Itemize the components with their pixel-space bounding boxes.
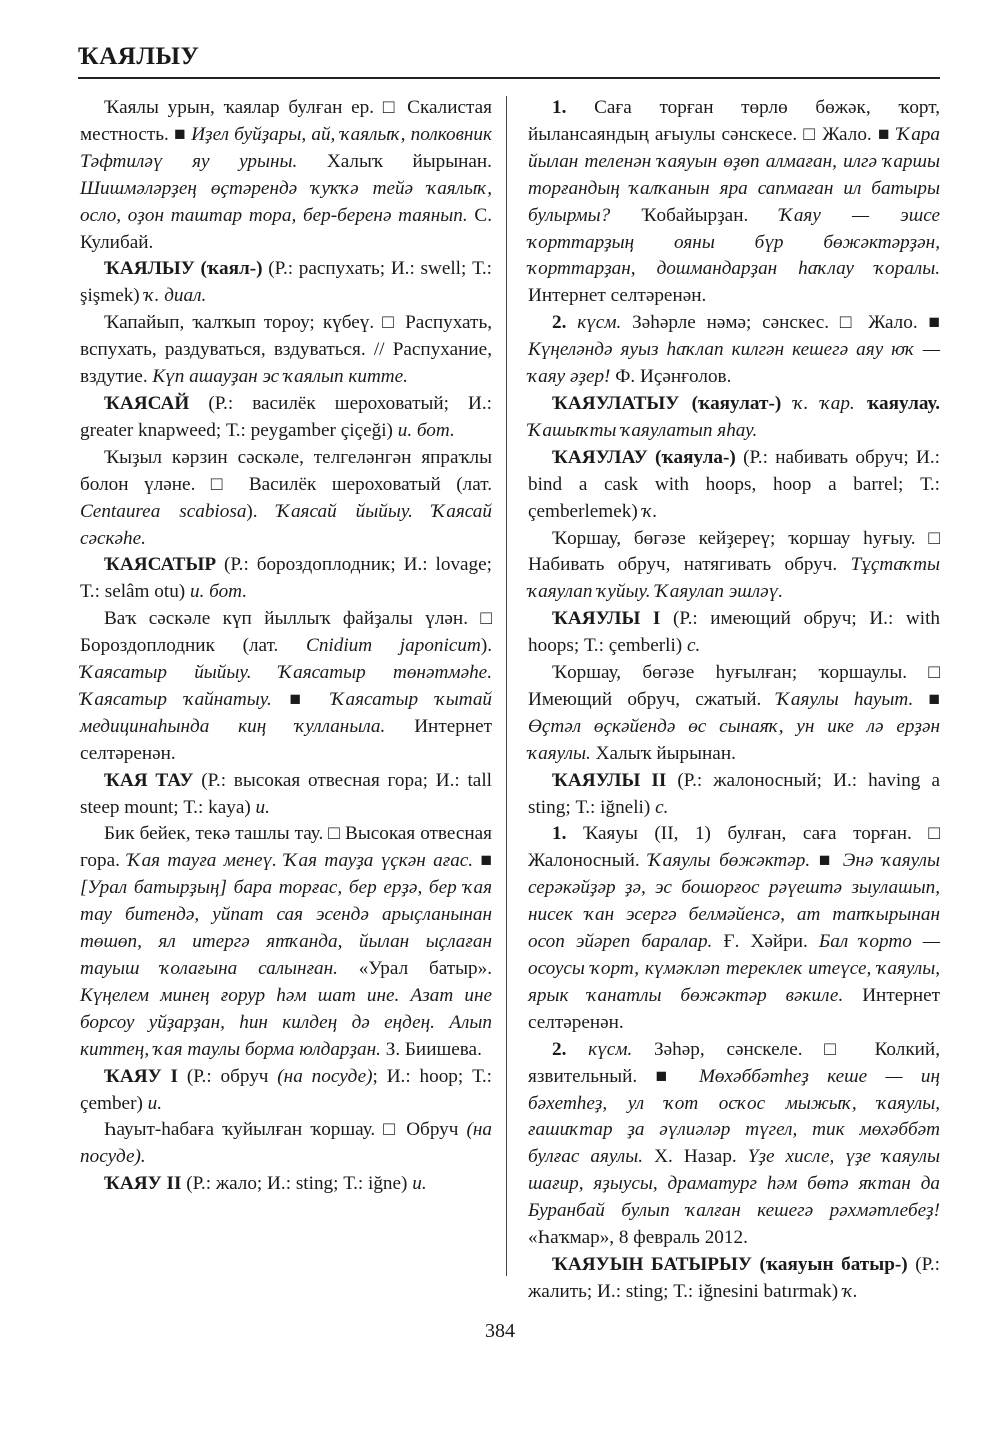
headword: ҠАЯСАТЫР	[104, 554, 217, 576]
body-text: «Һаҡмар», 8 февраль 2012.	[528, 1227, 748, 1249]
italic-text: ҡ. ҡар.	[793, 392, 855, 414]
body-text: ■	[473, 850, 492, 872]
body-text: ).	[246, 500, 277, 522]
body-text: «Урал батыр».	[337, 958, 493, 979]
italic-text: Иҙел буйҙары, ай, ҡаялыҡ, полковник Тәфтиләү яу урыны.	[80, 123, 492, 172]
italic-text: Мөхәббәтһеҙ кеше — иң бәхетһеҙ, ул ҡот осҡос мыжыҡ, ҡаяулы, ғашиҡтар ҙа әүлиәләр түгел, тик мөхәббәт булғас аяулы.	[528, 1065, 940, 1168]
dictionary-paragraph	[80, 606, 492, 767]
italic-text: Шишмәләрҙең өҫтәрендә ҡуҡҡә тейә ҡаялыҡ, осло, оҙон таштар тора, бер-беренә таянып.	[80, 177, 492, 226]
body-text: (Р.: высокая отвесная гора; И.: tall steep mount; Т.: kaya)	[80, 769, 492, 818]
body-text: (Р.: жалоносный; И.: having a sting; Т.: iğneli)	[528, 769, 940, 818]
dictionary-paragraph	[80, 445, 492, 553]
italic-text: Бал ҡорто — осоусы ҡорт, күмәкләп тереклек итеүсе, ҡаяулы, ярык ҡанатлы бөжәктәр вәкиле.	[528, 931, 940, 1006]
italic-text: Энә ҡаяулы серәкәйҙәр ҙә, эс бошорғос рәүештә зыулашып, нисек ҡан эсергә белмәйенсә, ат тапҡырынан осоп эйәреп баралар.	[528, 850, 940, 953]
dictionary-paragraph	[528, 445, 940, 526]
headword: ҠАЯЛЫУ (ҡаял-)	[104, 258, 263, 280]
header-rule	[78, 77, 940, 79]
body-text: Һауыт-һабаға ҡуйылған ҡоршау. □ Обруч	[104, 1119, 467, 1141]
italic-text: Ҡашыҡты ҡаяулатып яһау.	[528, 419, 758, 441]
dictionary-paragraph	[80, 256, 492, 310]
dictionary-paragraph	[528, 526, 940, 607]
italic-text: Cnidium japonicum	[306, 635, 481, 657]
italic-text: Centaurea scabiosa	[80, 500, 247, 522]
italic-text: күсм.	[577, 312, 622, 334]
dictionary-paragraph	[528, 95, 940, 310]
headword: ҠАЯУЫН БАТЫРЫУ (ҡаяуын батыр-)	[552, 1253, 908, 1275]
body-text: ■	[810, 850, 843, 872]
body-text: Зәһәрле нәмә; сәнскес. □ Жало. ■	[621, 312, 940, 334]
body-text: (Р.: набивать обруч; И.: bind a cask with hoops, hoop a barrel; Т.: çemberlemek)	[528, 446, 940, 522]
italic-text: [Урал батырҙың] бара торғас, бер ерҙә, бер ҡая тау битендә, уйпат сая эсендә арыҫланынан төшөп, ял итергә ятҡанда, йылан ыҫлаған тауыш ҡолағына салынған.	[80, 877, 492, 979]
left-column	[80, 95, 492, 1198]
dictionary-paragraph	[528, 1037, 940, 1252]
body-text: ■	[271, 688, 332, 710]
headword: ҠАЯСАЙ	[104, 392, 190, 414]
body-text: ).	[480, 635, 492, 657]
body-text: (Р.: распухать; И.: swell; Т.: şişmek)	[80, 258, 492, 307]
italic-text: с.	[687, 635, 701, 657]
body-text: Ҡобайырҙан.	[610, 204, 780, 226]
italic-text: Ҡаяулы һауыт.	[776, 688, 914, 710]
body-text: (Р.: жалить; И.: sting; Т.: iğnesini batırmak)	[528, 1253, 940, 1302]
dictionary-paragraph	[528, 660, 940, 768]
body-text: Ҡыҙыл кәрзин сәскәле, телгеләнгән япраҡлы болон үләне. □ Василёк шероховатый (лат.	[80, 446, 492, 495]
body-text: (Р.: бороздоплодник; И.: lovage; Т.: selâm otu)	[80, 554, 492, 603]
body-text: Халыҡ йырынан.	[297, 150, 492, 172]
dictionary-paragraph	[80, 552, 492, 606]
italic-text: Ҡаяулы бөжәктәр.	[648, 850, 811, 872]
headword: ҠАЯУЛАУ (ҡаяула-)	[552, 446, 736, 468]
body-text: Ҡоршау, бөгәзе кейҙереү; ҡоршау һуғыу. □ Набивать обруч, натягивать обруч.	[528, 527, 940, 576]
body-text: Ғ. Хәйри.	[712, 931, 819, 953]
body-text: Интернет селтәренән.	[528, 285, 707, 307]
body-text: (Р.: василёк шероховатый; И.: greater knapweed; Т.: peygamber çiçeği)	[80, 392, 492, 441]
headword: 2.	[552, 1038, 567, 1060]
column-divider	[506, 96, 507, 1276]
body-text	[781, 393, 793, 414]
italic-text: Ҡаясай йыйыу. Ҡаясай сәскәһе.	[80, 500, 492, 549]
headword: 1.	[552, 823, 567, 845]
running-head: ҠАЯЛЫУ	[78, 43, 200, 70]
italic-text: Ҡаяу — эшсе ҡорттарҙың ояны бүр бөжәктәрҙән, ҡорттарҙан, дошмандарҙан һаҡлау ҡоралы.	[528, 204, 940, 280]
italic-text: Тұҫтаҡты ҡаяулап ҡуйыу. Ҡаяулап эшләү.	[528, 554, 940, 603]
dictionary-paragraph	[80, 391, 492, 445]
italic-text: (на посуде).	[80, 1119, 492, 1168]
dictionary-paragraph	[528, 391, 940, 445]
body-text: (Р.: имеющий обруч; И.: with hoops; Т.: çemberli)	[528, 608, 940, 657]
body-text: Ҡаялы урын, ҡаялар булған ер. □ Скалистая местность. ■	[80, 97, 492, 145]
headword: ҠАЯУ I	[104, 1065, 179, 1087]
italic-text: ҡ. диал.	[144, 285, 207, 307]
italic-text: Ҡая тауға менеү. Ҡая тауҙа үҫкән ағас.	[127, 850, 474, 872]
body-text: Саға торған төрлө бөжәк, ҡорт, йылансаяндың ағыулы сәнскесе. □ Жало. ■	[528, 97, 940, 145]
italic-text: Үҙе хисле, үҙе ҡаяулы шағир, яҙыусы, драматург һәм бөтә яҡтан да Буранбай булып ҡалған кешегә рәхмәтлебеҙ!	[528, 1146, 940, 1222]
italic-text: и. бот.	[189, 581, 248, 603]
body-text: С. Кулибай.	[80, 204, 492, 253]
right-column	[528, 95, 940, 1306]
body-text: Интернет селтәренән.	[80, 715, 492, 764]
italic-text: Күңеләндә яуыз һаҡлап килгән кешегә аяу юҡ — ҡаяу әҙер!	[528, 339, 940, 388]
body-text: Ҡоршау, бөгәзе һуғылған; ҡоршаулы. □ Имеющий обруч, сжатый.	[528, 662, 940, 710]
dictionary-paragraph	[80, 821, 492, 1063]
dictionary-paragraph	[80, 1064, 492, 1118]
body-text	[566, 312, 577, 333]
body-text: Интернет селтәренән.	[528, 984, 940, 1033]
dictionary-paragraph	[80, 1117, 492, 1171]
italic-text: күсм.	[588, 1038, 633, 1060]
italic-text: Күңелем минең ғорур һәм шат ине. Азат ине борсоу уйҙарҙан, һин килдең дә еңдең. Алып киттең, ҡая таулы борма юлдарҙан.	[80, 984, 492, 1060]
dictionary-paragraph	[528, 310, 940, 391]
dictionary-paragraph	[80, 768, 492, 822]
italic-text: Күп ашауҙан эс ҡаялып китте.	[152, 366, 408, 388]
headword: ҠАЯУ II	[104, 1173, 182, 1195]
body-text	[566, 1039, 588, 1060]
headword: ҡаяулау.	[854, 392, 940, 414]
italic-text: с.	[655, 796, 669, 818]
italic-text: (на посуде)	[277, 1065, 373, 1087]
body-text: (Р.: жало; И.: sting; Т.: iğne)	[181, 1173, 413, 1195]
italic-text: Ҡара йылан теленән ҡаяуын өҙөп алмаған, илгә ҡаршы торғандың ҡалҡанын яра сапмаған ил батыры булырмы?	[528, 123, 940, 226]
headword: ҠАЯУЛЫ II	[552, 769, 667, 791]
body-text: Бик бейек, текә ташлы тау. □ Высокая отвесная гора.	[80, 823, 492, 872]
body-text: Х. Назар.	[643, 1146, 748, 1168]
italic-text: Өҫтәл өҫкәйендә өс сынаяҡ, ун ике лә ерҙән ҡаяулы.	[528, 715, 940, 764]
dictionary-paragraph	[80, 1171, 492, 1198]
italic-text: ҡ.	[842, 1280, 858, 1302]
headword: 2.	[552, 312, 567, 334]
headword: ҠАЯУЛАТЫУ (ҡаяулат-)	[552, 392, 782, 414]
body-text: (Р.: обруч	[178, 1065, 278, 1087]
page-number: 384	[485, 1320, 515, 1342]
dictionary-paragraph	[528, 821, 940, 1036]
italic-text: и.	[412, 1173, 427, 1195]
headword: ҠАЯУЛЫ I	[552, 608, 661, 630]
body-text: З. Биишева.	[380, 1038, 482, 1060]
body-text: ■	[913, 688, 940, 710]
italic-text: ҡ.	[642, 500, 658, 522]
body-text: Халыҡ йырынан.	[590, 742, 736, 764]
dictionary-paragraph	[80, 95, 492, 256]
dictionary-paragraph	[528, 768, 940, 822]
dictionary-paragraph	[528, 1252, 940, 1306]
dictionary-paragraph	[80, 310, 492, 391]
dictionary-paragraph	[528, 606, 940, 660]
body-text: Ҡаяуы (II, 1) булған, саға торған. □ Жалоносный.	[528, 823, 940, 872]
italic-text: Ҡаясатыр ҡытай медицинаһында киң ҡулланыла.	[80, 688, 493, 737]
body-text: Ф. Иҫәнғолов.	[610, 366, 732, 388]
body-text: ; И.: hoop; Т.: çember)	[80, 1065, 492, 1114]
italic-text: Ҡаясатыр йыйыу. Ҡаясатыр төнәтмәһе. Ҡаясатыр ҡайнатыу.	[80, 662, 492, 710]
body-text: Зәһәр, сәнскеле. □ Колкий, язвительный. ■	[528, 1038, 940, 1087]
italic-text: и. бот.	[397, 419, 455, 441]
headword: ҠАЯ ТАУ	[104, 769, 194, 791]
italic-text: и.	[255, 796, 270, 818]
body-text: Ҡапайып, ҡалҡып тороу; күбеү. □ Распухать, вспухать, раздуваться, вздуваться. // Распухание, вздутие.	[80, 312, 492, 388]
headword: 1.	[552, 97, 567, 118]
italic-text: и.	[147, 1092, 163, 1114]
body-text: Ваҡ сәскәле күп йыллыҡ файҙалы үлән. □ Бороздоплодник (лат.	[80, 608, 492, 657]
